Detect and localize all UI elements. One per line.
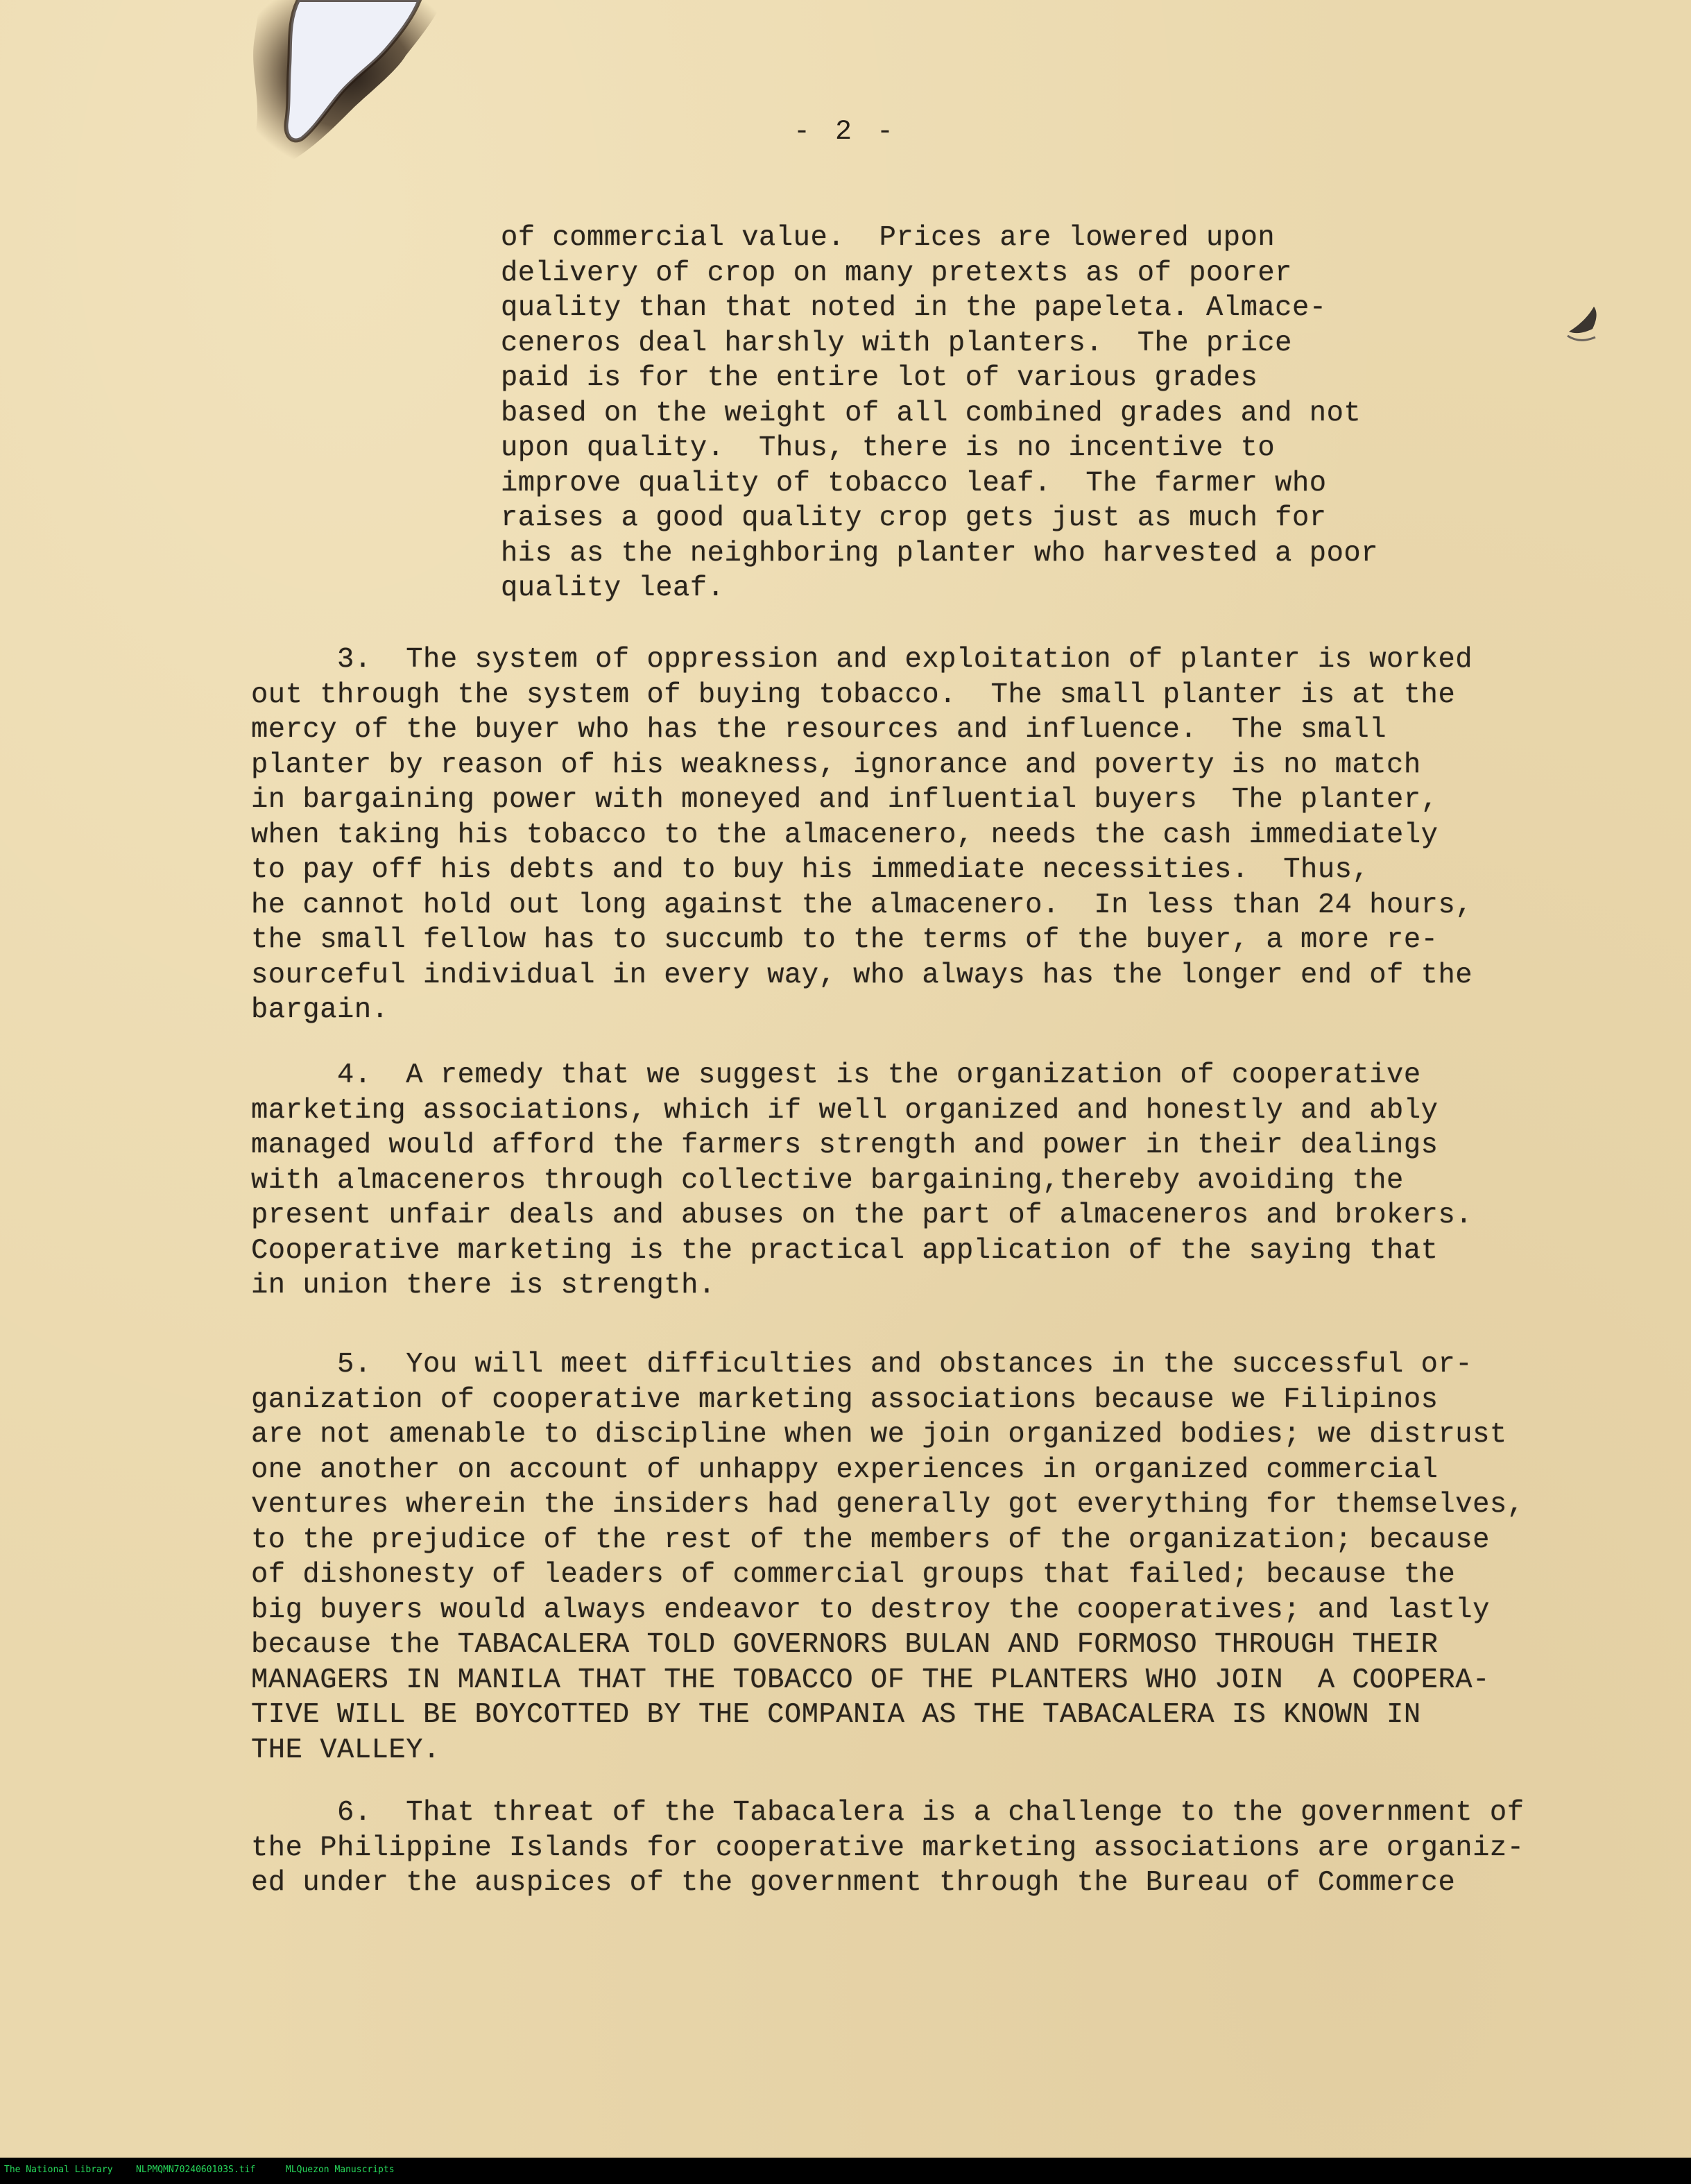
paragraph-continuation: of commercial value. Prices are lowered upon delivery of crop on many pretexts as of poorer quality than that noted in the papeleta. Almace- ceneros deal harshly with planters. The price paid is for the entire lot of various grades based on the weight of all combined grades and not upon quality. Thus, there is no incentive to improve quality of tobacco leaf. The farmer who raises a good quality crop gets just as much for his as the neighboring planter who harvested a poor quality leaf. xyxy=(501,222,1379,604)
footer-collection: MLQuezon Manuscripts xyxy=(286,2165,395,2175)
paragraph-4: 4. A remedy that we suggest is the organization of cooperative marketing associations, which if well organized and honestly and ably managed would afford the farmers strength and power in their dealings with almaceneros through collective bargaining,thereby avoiding the present unfair deals and abuses on the part of almaceneros and brokers. Cooperative marketing is the practical application of the saying that in union there is strength. xyxy=(251,1059,1473,1302)
ink-mark-icon xyxy=(1561,304,1602,352)
paragraph-3: 3. The system of oppression and exploitation of planter is worked out through the system of buying tobacco. The small planter is at the mercy of the buyer who has the resources and influence. The small planter by reason of his weakness, ignorance and poverty is no match in bargaining power with moneyed and influential buyers The planter, when taking his tobacco to the almacenero, needs the cash immediately to pay off his debts and to buy his immediate necessities. Thus, he cannot hold out long against the almacenero. In less than 24 hours, the small fellow has to succumb to the terms of the buyer, a more re- sourceful individual in every way, who always has the longer end of the bargain. xyxy=(251,644,1473,1026)
footer-library: The National Library xyxy=(4,2165,113,2175)
page-number: - 2 - xyxy=(793,117,898,148)
paragraph-5: 5. You will meet difficulties and obstances in the successful or- ganization of cooperative marketing associations because we Filipinos are not amenable to discipline when we join organized bodies; we distrust one another on account of unhappy experiences in organized commercial ventures wherein the insiders had generally got everything for themselves, to the prejudice of the rest of the members of the organization; because of dishonesty of leaders of commercial groups that failed; because the big buyers would always endeavor to destroy the cooperatives; and lastly because the TABACALERA TOLD GOVERNORS BULAN AND FORMOSO THROUGH THEIR MANAGERS IN MANILA THAT THE TOBACCO OF THE PLANTERS WHO JOIN A COOPERA- TIVE WILL BE BOYCOTTED BY THE COMPANIA AS THE TABACALERA IS KNOWN IN THE VALLEY. xyxy=(251,1349,1525,1766)
footer-file: NLPMQMN7024060103S.tif xyxy=(136,2165,256,2175)
paragraph-6: 6. That threat of the Tabacalera is a challenge to the government of the Philippine Islands for cooperative marketing associations are organiz- ed under the auspices of the government through the Bureau of Commerce xyxy=(251,1797,1525,1899)
